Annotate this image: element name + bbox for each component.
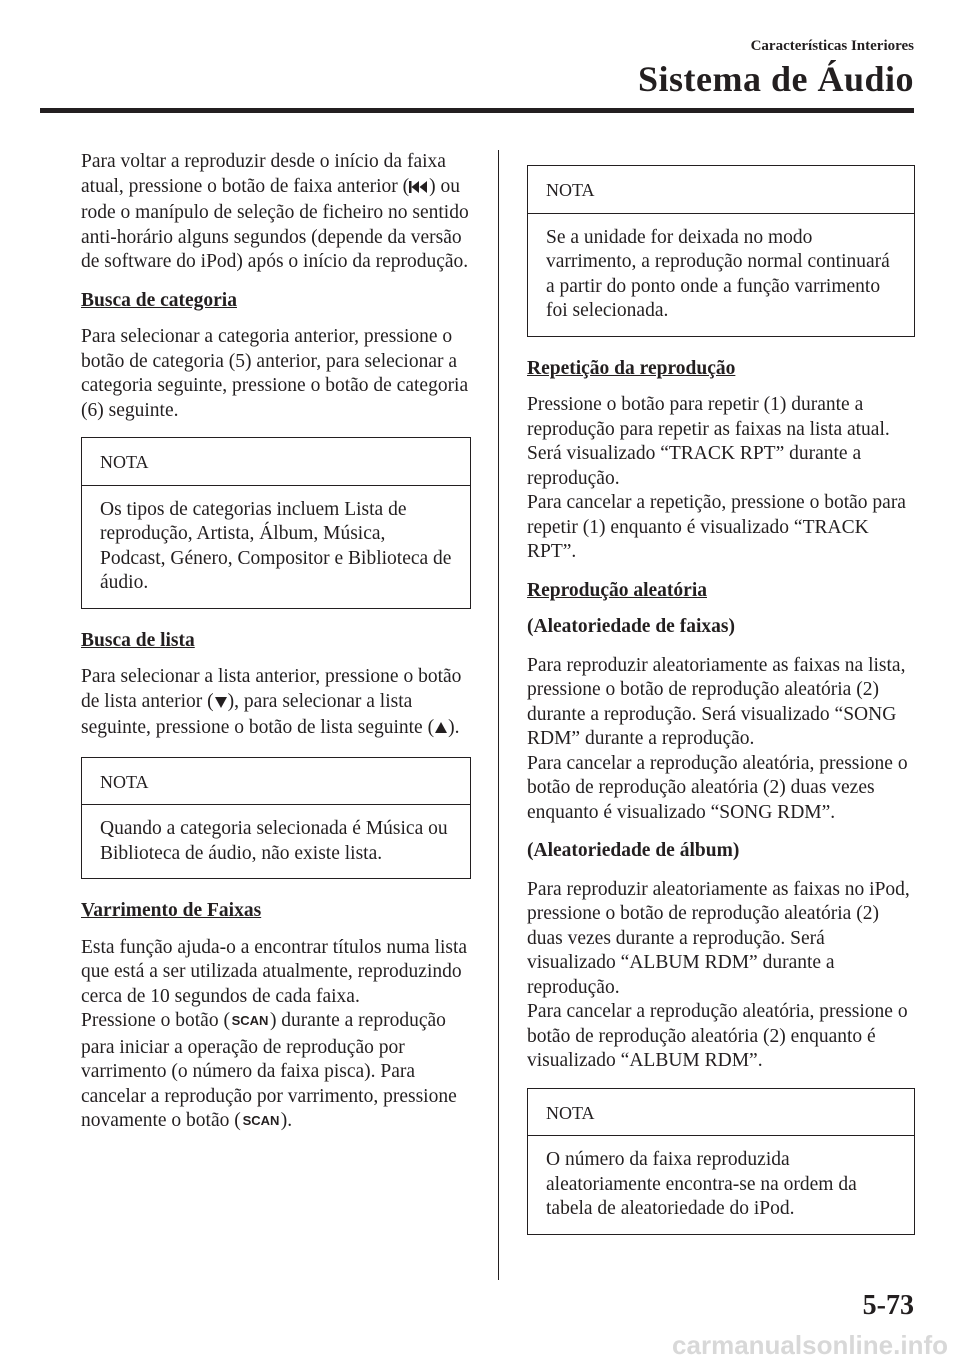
note-box [81, 437, 471, 609]
watermark: carmanualsonline.info [672, 1330, 948, 1360]
heading-list-search: Busca de lista [81, 629, 195, 651]
paragraph-random-tracks-cancel: Para cancelar a reprodução aleatória, pressione o botão de reprodução aleatória (2) duas vezes enquanto é visualizado “SONG RDM”. [527, 752, 908, 823]
note-box [527, 1088, 915, 1235]
svg-text:SCAN: SCAN [231, 1013, 269, 1028]
note-box [81, 757, 471, 880]
paragraph-track-scan-operation: Pressione o botão ( SCAN ) durante a reprodução para iniciar a operação de reprodução por varrimento (o número da faixa pisca). Para cancelar a reprodução por varrimento, pressione novamente o botão ( SCAN ). [81, 1009, 471, 1136]
note-body: Se a unidade for deixada no modo varrimento, a reprodução normal continuará a partir do ponto onde a função varrimento foi selecionada. [546, 226, 890, 321]
header-rule [40, 108, 914, 113]
note-heading: NOTA [82, 758, 470, 806]
heading-random-album: (Aleatoriedade de álbum) [527, 840, 740, 861]
paragraph-repeat-cancel: Para cancelar a repetição, pressione o botão para repetir (1) enquanto é visualizado “TRACK RPT”. [527, 492, 906, 562]
paragraph-random-album: Para reproduzir aleatoriamente as faixas no iPod, pressione o botão de reprodução aleatória (2) duas vezes durante a reprodução. Será visualizado “ALBUM RDM” durante a reprodução. [527, 878, 910, 998]
previous-track-icon [409, 177, 429, 202]
paragraph-track-scan-intro: Esta função ajuda-o a encontrar títulos numa lista que está a ser utilizada atualmente, reproduzindo cerca de 10 segundos de cada faixa. [81, 936, 468, 1007]
note-heading: NOTA [82, 438, 470, 486]
section-category: Características Interiores [750, 38, 914, 54]
note-box [527, 165, 915, 337]
page-title: Sistema de Áudio [637, 59, 914, 99]
svg-text:SCAN: SCAN [242, 1113, 280, 1128]
note-body: Os tipos de categorias incluem Lista de reprodução, Artista, Álbum, Música, Podcast, Género, Compositor e Biblioteca de áudio. [100, 498, 452, 593]
page-number: 5-73 [862, 1290, 914, 1321]
heading-random-tracks: (Aleatoriedade de faixas) [527, 616, 735, 637]
note-body: Quando a categoria selecionada é Música ou Biblioteca de áudio, não existe lista. [100, 818, 448, 864]
scan-icon [230, 1011, 270, 1036]
triangle-down-icon [214, 692, 228, 717]
note-body: O número da faixa reproduzida aleatoriamente encontra-se na ordem da tabela de aleatoriedade do iPod. [546, 1149, 857, 1219]
scan-icon [241, 1111, 281, 1136]
note-heading: NOTA [528, 166, 914, 214]
right-column [527, 165, 915, 1255]
note-heading: NOTA [528, 1089, 914, 1137]
heading-track-scan: Varrimento de Faixas [81, 900, 262, 921]
paragraph-category-search: Para selecionar a categoria anterior, pressione o botão de categoria (5) anterior, para selecionar a categoria seguinte, pressione o botão de categoria (6) seguinte. [81, 326, 469, 421]
paragraph-track-restart: Para voltar a reproduzir desde o início da faixa atual, pressione o botão de faixa anterior ( ) ou rode o manípulo de seleção de ficheiro no sentido anti-horário alguns segundos (depende da versão de software do iPod) após o início da reprodução. [81, 151, 469, 272]
paragraph-random-tracks: Para reproduzir aleatoriamente as faixas na lista, pressione o botão de reprodução aleatória (2) durante a reprodução. Será visualizado “SONG RDM” durante a reprodução. [527, 654, 906, 749]
paragraph-list-search: Para selecionar a lista anterior, pressione o botão de lista anterior ( ), para selecionar a lista seguinte, pressione o botão de lista seguinte ( ). [81, 665, 471, 743]
triangle-up-icon [434, 718, 448, 743]
heading-random: Reprodução aleatória [527, 579, 707, 601]
paragraph-repeat: Pressione o botão para repetir (1) durante a reprodução para repetir as faixas na lista atual. Será visualizado “TRACK RPT” durante a reprodução. [527, 394, 890, 489]
heading-repeat: Repetição da reprodução [527, 357, 736, 379]
heading-category-search: Busca de categoria [81, 289, 237, 311]
left-column [81, 150, 471, 1150]
column-divider [498, 150, 499, 1280]
paragraph-random-album-cancel: Para cancelar a reprodução aleatória, pressione o botão de reprodução aleatória (2) enquanto é visualizado “ALBUM RDM”. [527, 1001, 908, 1071]
